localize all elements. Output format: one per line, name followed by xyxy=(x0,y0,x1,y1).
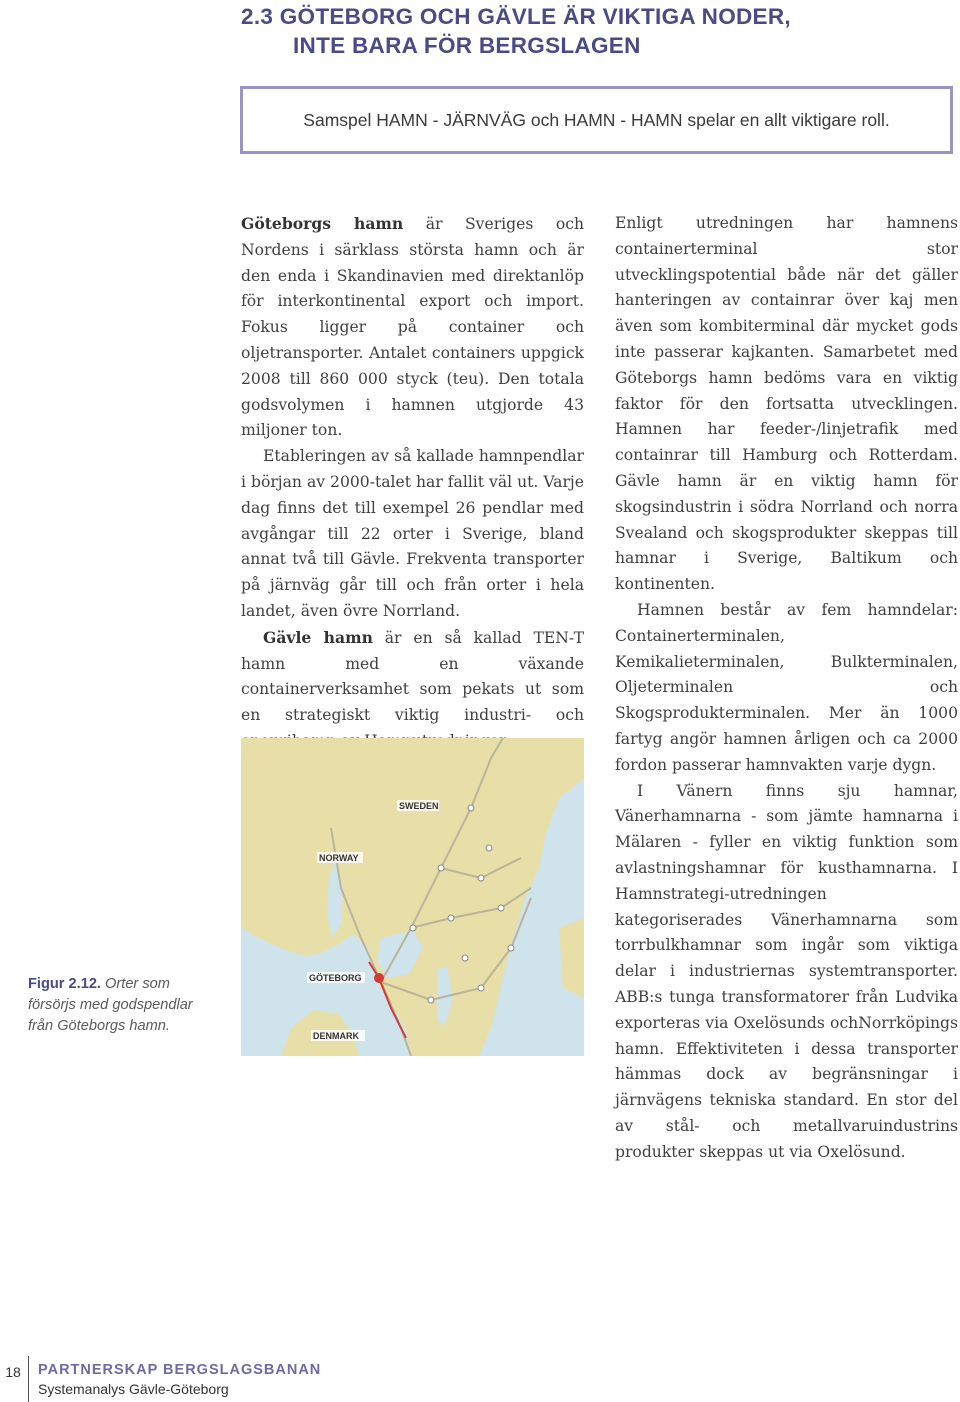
map-label-norway: NORWAY xyxy=(319,853,359,863)
callout-box xyxy=(240,86,953,154)
footer-subtitle: Systemanalys Gävle-Göteborg xyxy=(38,1381,229,1397)
paragraph-utredningen: Enligt utredningen har hamnens containerterminal stor utvecklingspotential både när det gäller hanteringen av containrar över kaj men även som kombiterminal där mycket gods inte passerar kajkanten. Samarbetet med Göteborgs hamn bedöms vara en viktig faktor för den fortsatta utvecklingen. Hamnen har feeder-/linjetrafik med containrar till Hamburg och Rotterdam. Gävle hamn är en viktig hamn för skogsindustrin i södra Norrland och norra Svealand och skogsprodukter skeppas till hamnar i Sverige, Baltikum och kontinenten. xyxy=(615,214,958,594)
bold-term-goteborgs-hamn: Göteborgs hamn xyxy=(241,214,404,233)
paragraph-text: är Sveriges och Nordens i särklass största hamn och är den enda i Skandinavien med direktanlöp för interkontinental export och import. Fokus ligger på container och oljetransporter. Antalet containers uppgick 2008 till 860 000 styck (teu). Den totala godsvolymen i hamnen utgjorde 43 miljoner ton. xyxy=(241,215,584,440)
map-label-goteborg: GÖTEBORG xyxy=(309,973,362,983)
heading-line-2: INTE BARA FÖR BERGSLAGEN xyxy=(293,33,641,58)
page-number: 18 xyxy=(5,1364,21,1380)
map-destination-marker xyxy=(410,925,416,931)
callout-text: Samspel HAMN - JÄRNVÄG och HAMN - HAMN spelar en allt viktigare roll. xyxy=(303,109,890,130)
map-destination-marker xyxy=(448,915,454,921)
paragraph-goteborg-hamn xyxy=(241,211,584,444)
paragraph-text: är en så kallad TEN-T hamn med en växande containerverksamhet som pekats ut som en strategiskt viktig industri- och xyxy=(241,628,584,725)
map-label-sweden: SWEDEN xyxy=(399,801,439,811)
section-heading xyxy=(241,2,921,60)
figure-caption-text: Orter som försörjs med godspendlar från Göteborgs hamn. xyxy=(28,976,193,1034)
map-figure xyxy=(241,738,584,1056)
paragraph-hamnpendlar: Etableringen av så kallade hamnpendlar i början av 2000-talet har fallit väl ut. Varje dag finns det till exempel 26 pendlar med avgångar till 22 orter i Sverige, bland annat två till Gävle. Frekventa transporter på järnväg går till och från orter i hela landet, även övre Norrland. xyxy=(241,447,584,620)
text-column-right xyxy=(615,211,958,1165)
map-destination-marker xyxy=(486,845,492,851)
paragraph-hamndelar: Hamnen består av fem hamndelar: Containerterminalen, Kemikalieterminalen, Bulkterminalen, Oljeterminalen och Skogsprodukterminalen. Mer än 1000 fartyg angör hamnen årligen och ca 2000 fordon passerar hamnvakten varje dygn. xyxy=(615,600,958,774)
bold-term-gavle-hamn: Gävle hamn xyxy=(263,627,373,647)
map-destination-marker xyxy=(478,875,484,881)
map-destination-marker xyxy=(428,997,434,1003)
map-destination-marker xyxy=(508,945,514,951)
footer-title: PARTNERSKAP BERGSLAGSBANAN xyxy=(38,1362,322,1378)
map-destination-marker xyxy=(498,905,504,911)
map-destination-marker xyxy=(438,865,444,871)
paragraph-gavle-hamn xyxy=(241,625,584,755)
figure-caption xyxy=(28,974,208,1037)
map-image xyxy=(241,738,584,1056)
heading-line-1: 2.3 GÖTEBORG OCH GÄVLE ÄR VIKTIGA NODER, xyxy=(241,4,791,29)
map-destination-marker xyxy=(468,805,474,811)
map-destination-marker xyxy=(478,985,484,991)
map-label-denmark: DENMARK xyxy=(313,1031,359,1041)
text-column-left xyxy=(241,211,584,755)
footer-divider xyxy=(28,1356,29,1402)
paragraph-vanern: I Vänern finns sju hamnar, Vänerhamnarna - som jämte hamnarna i Mälaren - fyller en viktig funktion som avlastningshamnar för kusthamnarna. I Hamnstrategi-utredningen kategoriserades Vänerhamnarna som torrbulkhamnar som ingår som viktiga delar i industriernas systemtransporter. ABB:s tunga transformatorer från Ludvika exporteras via Oxelösunds ochNorrköpings hamn. Effektiviteten i dessa transporter hämmas dock av begränsningar i järnvägens tekniska standard. En stor del av stål- och metallvaruindustrins produkter skeppas ut via Oxelösund. xyxy=(615,781,958,1161)
map-goteborg-marker xyxy=(374,973,384,983)
figure-label: Figur 2.12. xyxy=(28,976,101,992)
map-destination-marker xyxy=(462,955,468,961)
